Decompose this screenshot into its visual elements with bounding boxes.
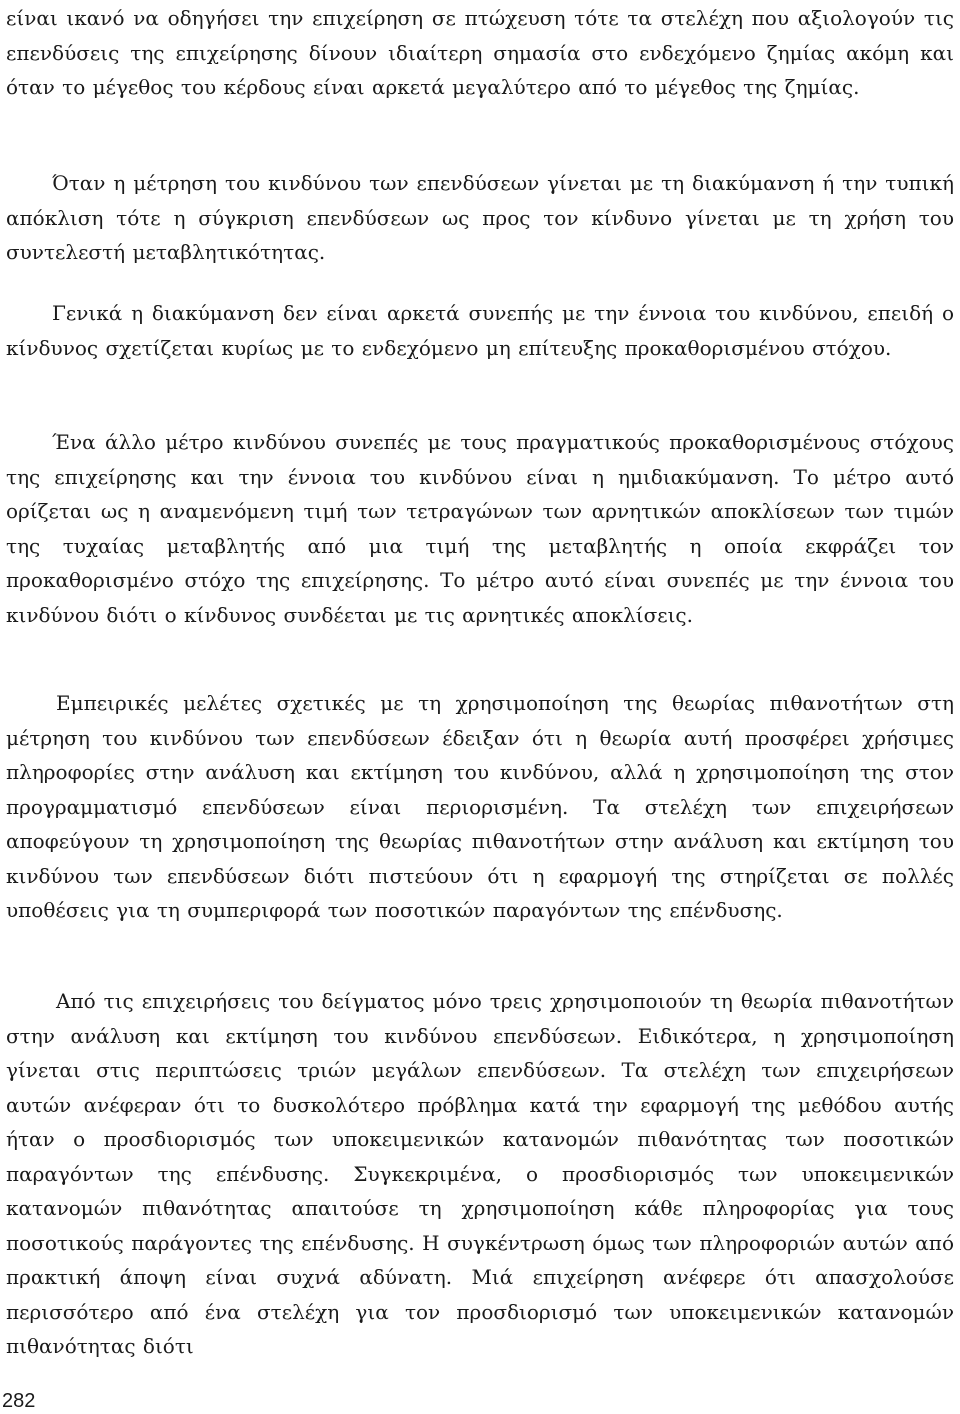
paragraph-risk-measurement: Όταν η μέτρηση του κινδύνου των επενδύσεων γίνεται με τη διακύμανση ή την τυπική απόκλιση τότε η σύγκριση επενδύσεων ως προς τον κίνδυνο γίνεται με τη χρήση του συντελεστή μεταβλητικότητας.: [6, 171, 954, 264]
paragraph-semivariance: Ένα άλλο μέτρο κινδύνου συνεπές με τους πραγματικούς προκαθορισμένους στόχους της επιχείρησης και την έννοια του κινδύνου είναι η ημιδιακύμανση. Το μέτρο αυτό ορίζεται ως η αναμενόμενη τιμή των τετραγώνων των αρνητικών αποκλίσεων των τιμών της τυχαίας μεταβλητής από μια τιμή της μεταβλητής η οποία εκφράζει τον προκαθορισμένο στόχο της επιχείρησης. Το μέτρο αυτό είναι συνεπές με την έννοια του κινδύνου διότι ο κίνδυνος συνδέεται με τις αρνητικές αποκλίσεις.: [6, 430, 954, 627]
paragraph-variance: Γενικά η διακύμανση δεν είναι αρκετά συνεπής με την έννοια του κινδύνου, επειδή ο κίνδυνος σχετίζεται κυρίως με το ενδεχόμενο μη επίτευξης προκαθορισμένου στόχου.: [6, 301, 954, 360]
paragraph-continuation: είναι ικανό να οδηγήσει την επιχείρηση σε πτώχευση τότε τα στελέχη που αξιολογούν τις επενδύσεις της επιχείρησης δίνουν ιδιαίτερη σημασία στο ενδεχόμενο ζημίας ακόμη και όταν το μέγεθος του κέρδους είναι αρκετά μεγαλύτερο από το μέγεθος της ζημίας.: [6, 6, 954, 99]
paragraph-sample-companies: Από τις επιχειρήσεις του δείγματος μόνο τρεις χρησιμοποιούν τη θεωρία πιθανοτήτων στην ανάλυση και εκτίμηση του κινδύνου επενδύσεων. Ειδικότερα, η χρησιμοποίηση γίνεται στις περιπτώσεις τριών μεγάλων επενδύσεων. Τα στελέχη των επιχειρήσεων αυτών ανέφεραν ότι το δυσκολότερο πρόβλημα κατά την εφαρμογή της μεθόδου αυτής ήταν ο προσδιορισμός των υποκειμενικών κατανομών πιθανότητας των ποσοτικών παραγόντων της επένδυσης. Συγκεκριμένα, ο προσδιορισμός των υποκειμενικών κατανομών πιθανότητας απαιτούσε τη χρησιμοποίηση κάθε πληροφορίας για τους ποσοτικούς παράγοντες της επένδυσης. Η συγκέντρωση όμως των πληροφοριών αυτών από πρακτική άποψη είναι συχνά αδύνατη. Μιά επιχείρηση ανέφερε ότι απασχολούσε περισσότερο από ένα στελέχη για τον προσδιορισμό των υποκειμενικών κατανομών πιθανότητας διότι: [6, 989, 954, 1358]
paragraph-empirical-studies: Εμπειρικές μελέτες σχετικές με τη χρησιμοποίηση της θεωρίας πιθανοτήτων στη μέτρηση του κινδύνου των επενδύσεων έδειξαν ότι η θεωρία αυτή προσφέρει χρήσιμες πληροφορίες στην ανάλυση και εκτίμηση του κινδύνου, αλλά η χρησιμοποίηση της στον προγραμματισμό επενδύσεων είναι περιορισμένη. Τα στελέχη των επιχειρήσεων αποφεύγουν τη χρησιμοποίηση της θεωρίας πιθανοτήτων στην ανάλυση και εκτίμηση του κινδύνου των επενδύσεων διότι πιστεύουν ότι η εφαρμογή της στηρίζεται σε πολλές υποθέσεις για τη συμπεριφορά των ποσοτικών παραγόντων της επένδυσης.: [6, 691, 954, 922]
page-number: 282: [2, 1390, 36, 1412]
